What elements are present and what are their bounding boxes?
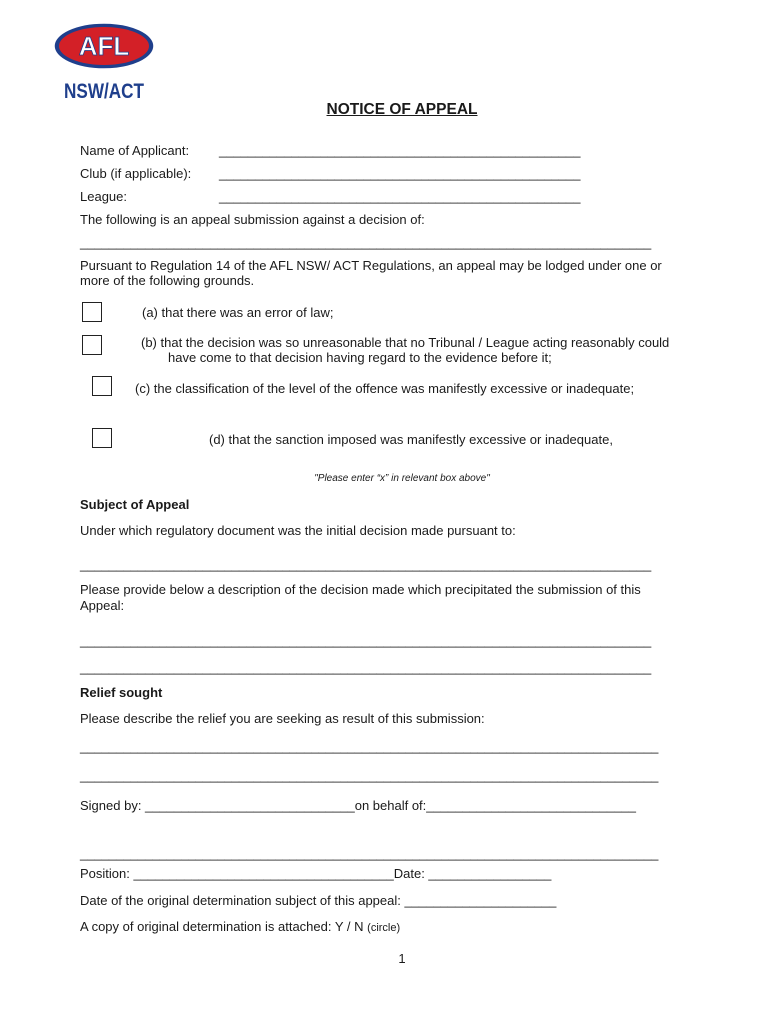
decision-field[interactable]: _______________________________________________________________________________ [80,235,652,250]
circle-note: (circle) [367,922,401,934]
extra-field[interactable]: ________________________________________________________________________________ [80,846,659,861]
ground-d-text: (d) that the sanction imposed was manifestly excessive or inadequate, [209,432,613,447]
subject-field[interactable]: _______________________________________________________________________________ [80,557,652,572]
subject-question: Under which regulatory document was the initial decision made pursuant to: [80,523,516,538]
page-title: NOTICE OF APPEAL [326,101,478,118]
logo-sub-text: NSW/ACT [64,80,145,103]
ground-c-text: (c) the classification of the level of the offence was manifestly excessive or inadequate; [135,381,635,396]
applicant-label: Name of Applicant: [80,143,190,158]
ground-b-checkbox[interactable] [82,335,102,355]
relief-field-2[interactable]: ________________________________________________________________________________ [80,768,659,783]
ground-b-text-line2: have come to that decision having regard to the evidence before it; [168,350,552,365]
decision-intro: The following is an appeal submission against a decision of: [80,212,425,227]
regulation-text-line1: Pursuant to Regulation 14 of the AFL NSW/ ACT Regulations, an appeal may be lodged under one or [80,258,662,273]
relief-heading: Relief sought [80,685,163,700]
subject-heading: Subject of Appeal [80,497,190,512]
copy-attached-line [80,919,400,934]
ground-a-text: (a) that there was an error of law; [142,305,334,320]
ground-d-checkbox[interactable] [92,428,112,448]
club-label: Club (if applicable): [80,166,192,181]
ground-c-checkbox[interactable] [92,376,112,396]
ground-a-checkbox[interactable] [82,302,102,322]
description-field-2[interactable]: _______________________________________________________________________________ [80,660,652,675]
description-line2: Appeal: [80,598,125,613]
league-label: League: [80,189,127,204]
description-line1: Please provide below a description of the decision made which precipitated the submission of this [80,582,641,597]
copy-attached-text: A copy of original determination is attached: Y / N [80,919,364,934]
ground-b-text-line1: (b) that the decision was so unreasonable that no Tribunal / League acting reasonably could [141,335,670,350]
signed-line[interactable]: Signed by: _____________________________on behalf of:_____________________________ [80,798,636,813]
logo-ball-text: AFL [78,31,130,61]
page-number: 1 [398,951,406,966]
relief-field-1[interactable]: ________________________________________________________________________________ [80,739,659,754]
instruction-note: "Please enter “x” in relevant box above" [314,473,490,484]
relief-question: Please describe the relief you are seeking as result of this submission: [80,711,485,726]
description-field-1[interactable]: _______________________________________________________________________________ [80,633,652,648]
regulation-text-line2: more of the following grounds. [80,273,255,288]
afl-nsw-act-logo [52,20,156,104]
applicant-field[interactable]: __________________________________________________ [219,143,581,158]
league-field[interactable]: __________________________________________________ [219,189,581,204]
original-date-line[interactable]: Date of the original determination subject of this appeal: _____________________ [80,893,557,908]
position-date-line[interactable]: Position: ____________________________________Date: _________________ [80,866,552,881]
club-field[interactable]: __________________________________________________ [219,166,581,181]
